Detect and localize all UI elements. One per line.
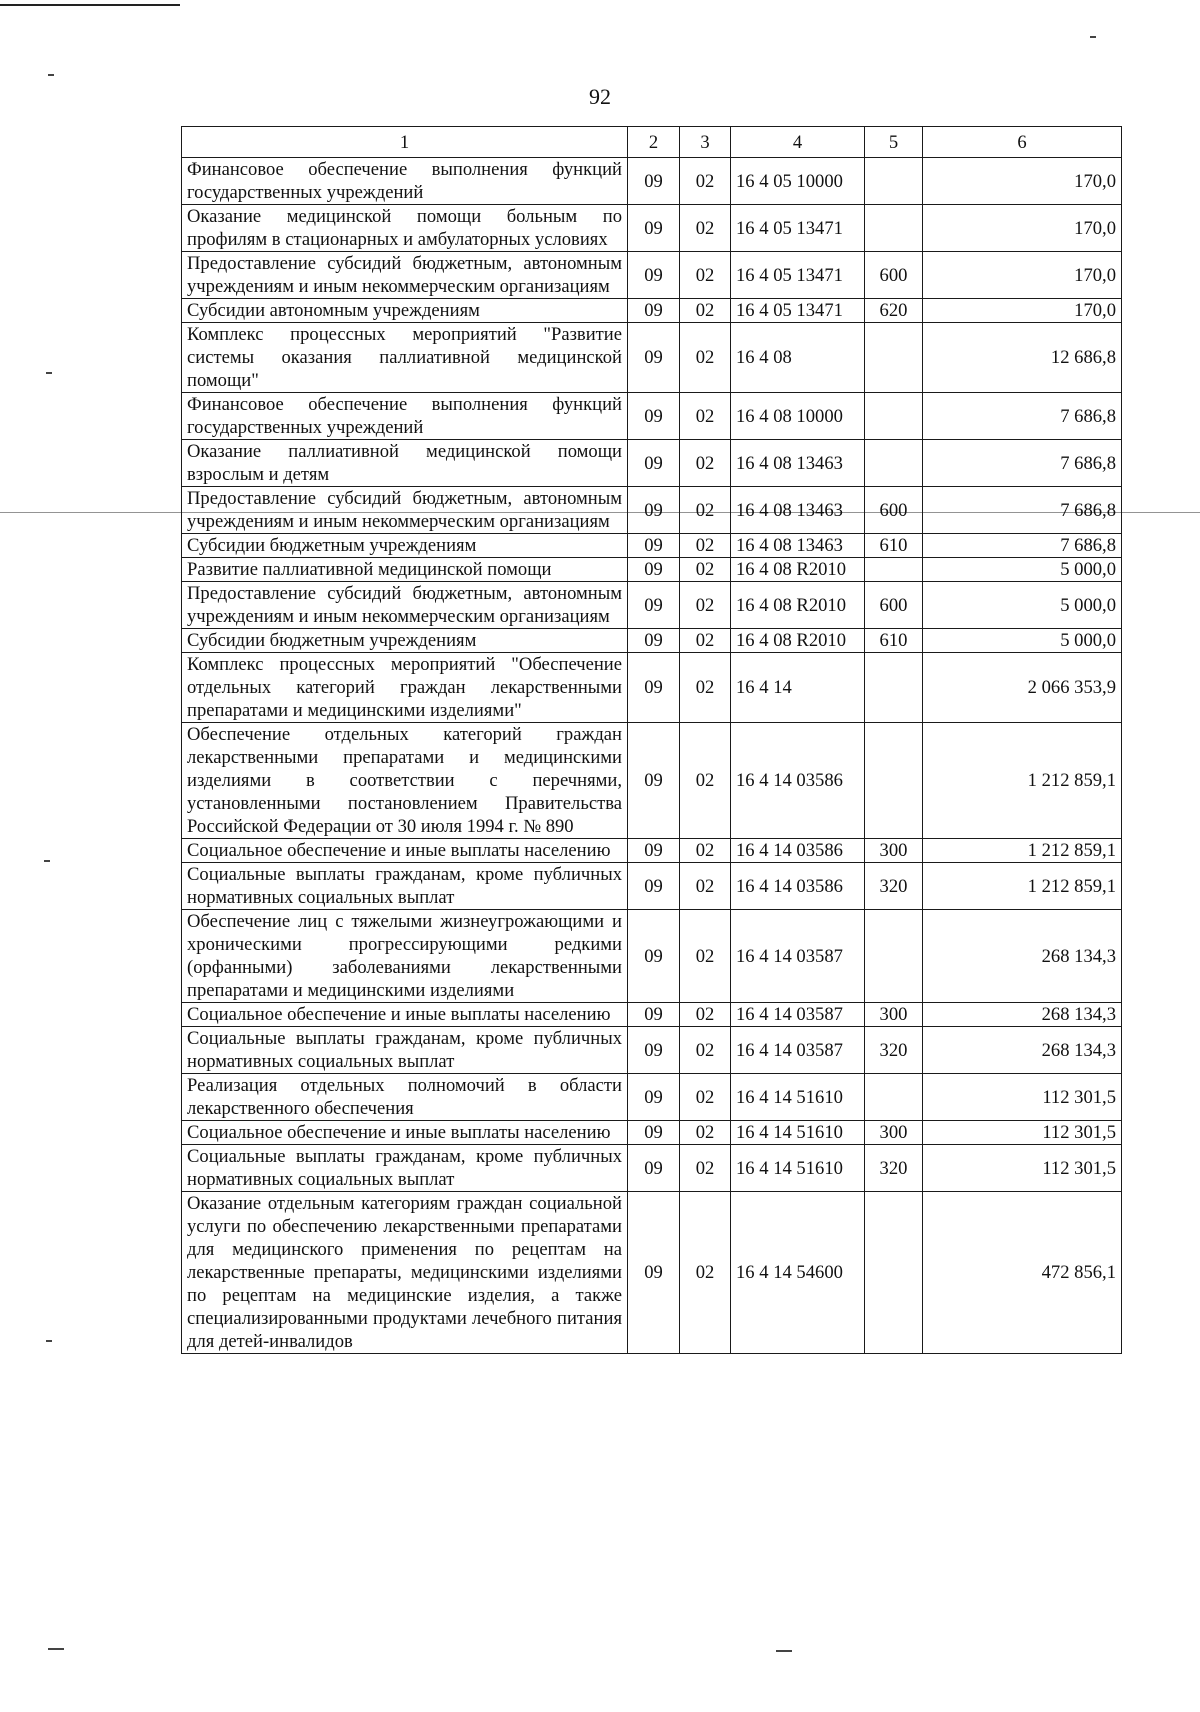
row-target-code-cell: 16 4 05 10000 <box>731 158 865 205</box>
row-expense-type-cell: 600 <box>865 582 923 629</box>
row-expense-type-cell <box>865 393 923 440</box>
row-amount-cell: 7 686,8 <box>923 440 1122 487</box>
row-expense-type-cell: 600 <box>865 487 923 534</box>
row-subsection-cell: 02 <box>680 534 731 558</box>
row-amount-cell: 5 000,0 <box>923 629 1122 653</box>
row-target-code-cell: 16 4 08 13463 <box>731 440 865 487</box>
row-subsection-cell: 02 <box>680 1145 731 1192</box>
row-expense-type-cell: 620 <box>865 299 923 323</box>
row-amount-cell: 5 000,0 <box>923 558 1122 582</box>
row-amount-cell: 472 856,1 <box>923 1192 1122 1354</box>
row-section-cell: 09 <box>628 1192 680 1354</box>
row-target-code-cell: 16 4 08 <box>731 323 865 393</box>
row-section-cell: 09 <box>628 323 680 393</box>
row-subsection-cell: 02 <box>680 558 731 582</box>
table-row <box>182 487 1122 534</box>
row-subsection-cell: 02 <box>680 487 731 534</box>
row-subsection-cell: 02 <box>680 582 731 629</box>
header-col-5: 5 <box>865 127 923 158</box>
row-name-cell: Субсидии бюджетным учреждениям <box>182 629 628 653</box>
table-row <box>182 1145 1122 1192</box>
row-subsection-cell: 02 <box>680 1003 731 1027</box>
row-amount-cell: 7 686,8 <box>923 534 1122 558</box>
row-target-code-cell: 16 4 08 10000 <box>731 393 865 440</box>
row-expense-type-cell: 320 <box>865 1145 923 1192</box>
row-expense-type-cell <box>865 1192 923 1354</box>
row-name-cell: Социальные выплаты гражданам, кроме публичных нормативных социальных выплат <box>182 1145 628 1192</box>
table-row <box>182 1074 1122 1121</box>
row-name-cell: Финансовое обеспечение выполнения функций государственных учреждений <box>182 158 628 205</box>
row-section-cell: 09 <box>628 558 680 582</box>
table-row <box>182 910 1122 1003</box>
row-target-code-cell: 16 4 14 03587 <box>731 910 865 1003</box>
row-name-cell: Социальные выплаты гражданам, кроме публичных нормативных социальных выплат <box>182 863 628 910</box>
row-section-cell: 09 <box>628 910 680 1003</box>
row-section-cell: 09 <box>628 158 680 205</box>
header-col-6: 6 <box>923 127 1122 158</box>
row-expense-type-cell: 320 <box>865 1027 923 1074</box>
table-row <box>182 629 1122 653</box>
row-expense-type-cell <box>865 158 923 205</box>
scan-speck <box>1090 36 1096 38</box>
row-section-cell: 09 <box>628 723 680 839</box>
row-target-code-cell: 16 4 14 03586 <box>731 723 865 839</box>
row-target-code-cell: 16 4 08 13463 <box>731 487 865 534</box>
row-expense-type-cell <box>865 558 923 582</box>
row-subsection-cell: 02 <box>680 653 731 723</box>
row-section-cell: 09 <box>628 582 680 629</box>
table-row <box>182 440 1122 487</box>
row-target-code-cell: 16 4 14 51610 <box>731 1145 865 1192</box>
row-name-cell: Субсидии автономным учреждениям <box>182 299 628 323</box>
header-col-1: 1 <box>182 127 628 158</box>
row-amount-cell: 7 686,8 <box>923 487 1122 534</box>
header-col-3: 3 <box>680 127 731 158</box>
page-number: 92 <box>589 84 611 109</box>
row-section-cell: 09 <box>628 205 680 252</box>
scan-speck <box>48 1648 64 1650</box>
row-amount-cell: 268 134,3 <box>923 1003 1122 1027</box>
row-section-cell: 09 <box>628 440 680 487</box>
row-subsection-cell: 02 <box>680 1121 731 1145</box>
table-row <box>182 582 1122 629</box>
row-expense-type-cell <box>865 323 923 393</box>
table-row <box>182 1003 1122 1027</box>
row-name-cell: Обеспечение лиц с тяжелыми жизнеугрожающими и хроническими прогрессирующими редкими (орфанными) заболеваниями лекарственными препаратами и медицинскими изделиями <box>182 910 628 1003</box>
row-section-cell: 09 <box>628 653 680 723</box>
table-row <box>182 534 1122 558</box>
row-amount-cell: 170,0 <box>923 205 1122 252</box>
row-section-cell: 09 <box>628 1027 680 1074</box>
row-subsection-cell: 02 <box>680 1074 731 1121</box>
row-target-code-cell: 16 4 05 13471 <box>731 252 865 299</box>
table-header-row <box>182 127 1122 158</box>
table-row <box>182 393 1122 440</box>
table-row <box>182 653 1122 723</box>
row-name-cell: Комплекс процессных мероприятий "Развитие системы оказания паллиативной медицинской помощи" <box>182 323 628 393</box>
row-name-cell: Социальное обеспечение и иные выплаты населению <box>182 839 628 863</box>
row-expense-type-cell: 600 <box>865 252 923 299</box>
row-target-code-cell: 16 4 08 R2010 <box>731 558 865 582</box>
row-name-cell: Предоставление субсидий бюджетным, автономным учреждениям и иным некоммерческим организациям <box>182 252 628 299</box>
row-amount-cell: 1 212 859,1 <box>923 839 1122 863</box>
table-row <box>182 1192 1122 1354</box>
row-section-cell: 09 <box>628 1074 680 1121</box>
scan-speck <box>46 372 52 374</box>
row-name-cell: Комплекс процессных мероприятий "Обеспечение отдельных категорий граждан лекарственными препаратами и медицинскими изделиями" <box>182 653 628 723</box>
row-amount-cell: 1 212 859,1 <box>923 723 1122 839</box>
row-name-cell: Социальные выплаты гражданам, кроме публичных нормативных социальных выплат <box>182 1027 628 1074</box>
row-name-cell: Оказание отдельным категориям граждан социальной услуги по обеспечению лекарственными препаратами для медицинского применения по рецептам на лекарственные препараты, медицинскими изделиями по рецептам на медицинские изделия, а также специализированными продуктами лечебного питания для детей-инвалидов <box>182 1192 628 1354</box>
row-subsection-cell: 02 <box>680 323 731 393</box>
row-target-code-cell: 16 4 14 51610 <box>731 1121 865 1145</box>
row-amount-cell: 1 212 859,1 <box>923 863 1122 910</box>
scan-artifact-line <box>0 4 180 6</box>
row-section-cell: 09 <box>628 1003 680 1027</box>
row-section-cell: 09 <box>628 1145 680 1192</box>
budget-table <box>181 126 1122 1354</box>
row-name-cell: Социальное обеспечение и иные выплаты населению <box>182 1121 628 1145</box>
row-subsection-cell: 02 <box>680 910 731 1003</box>
row-target-code-cell: 16 4 14 03586 <box>731 839 865 863</box>
row-amount-cell: 5 000,0 <box>923 582 1122 629</box>
scan-speck <box>776 1650 792 1652</box>
row-target-code-cell: 16 4 05 13471 <box>731 299 865 323</box>
table-row <box>182 323 1122 393</box>
row-name-cell: Обеспечение отдельных категорий граждан лекарственными препаратами и медицинскими изделиями в соответствии с перечнями, установленными постановлением Правительства Российской Федерации от 30 июля 1994 г. № 890 <box>182 723 628 839</box>
row-amount-cell: 170,0 <box>923 158 1122 205</box>
table-row <box>182 158 1122 205</box>
row-name-cell: Предоставление субсидий бюджетным, автономным учреждениям и иным некоммерческим организациям <box>182 582 628 629</box>
row-expense-type-cell: 300 <box>865 1121 923 1145</box>
scan-speck <box>48 74 54 76</box>
row-subsection-cell: 02 <box>680 839 731 863</box>
row-amount-cell: 112 301,5 <box>923 1145 1122 1192</box>
row-section-cell: 09 <box>628 534 680 558</box>
row-expense-type-cell <box>865 653 923 723</box>
header-col-4: 4 <box>731 127 865 158</box>
row-name-cell: Субсидии бюджетным учреждениям <box>182 534 628 558</box>
row-target-code-cell: 16 4 14 <box>731 653 865 723</box>
row-expense-type-cell <box>865 723 923 839</box>
row-subsection-cell: 02 <box>680 863 731 910</box>
row-section-cell: 09 <box>628 252 680 299</box>
row-section-cell: 09 <box>628 299 680 323</box>
row-name-cell: Социальное обеспечение и иные выплаты населению <box>182 1003 628 1027</box>
table-row <box>182 252 1122 299</box>
row-amount-cell: 170,0 <box>923 252 1122 299</box>
row-section-cell: 09 <box>628 839 680 863</box>
row-amount-cell: 7 686,8 <box>923 393 1122 440</box>
table-row <box>182 839 1122 863</box>
row-amount-cell: 268 134,3 <box>923 1027 1122 1074</box>
table-row <box>182 558 1122 582</box>
row-amount-cell: 2 066 353,9 <box>923 653 1122 723</box>
row-name-cell: Оказание медицинской помощи больным по профилям в стационарных и амбулаторных условиях <box>182 205 628 252</box>
row-expense-type-cell: 320 <box>865 863 923 910</box>
row-target-code-cell: 16 4 08 R2010 <box>731 629 865 653</box>
scan-speck <box>44 860 50 862</box>
row-expense-type-cell: 300 <box>865 839 923 863</box>
row-subsection-cell: 02 <box>680 1027 731 1074</box>
row-target-code-cell: 16 4 14 03587 <box>731 1027 865 1074</box>
row-section-cell: 09 <box>628 629 680 653</box>
row-expense-type-cell: 610 <box>865 534 923 558</box>
row-name-cell: Развитие паллиативной медицинской помощи <box>182 558 628 582</box>
table-body <box>182 158 1122 1354</box>
row-subsection-cell: 02 <box>680 299 731 323</box>
table-row <box>182 863 1122 910</box>
row-amount-cell: 112 301,5 <box>923 1074 1122 1121</box>
table-row <box>182 1027 1122 1074</box>
row-section-cell: 09 <box>628 393 680 440</box>
row-subsection-cell: 02 <box>680 393 731 440</box>
row-target-code-cell: 16 4 08 13463 <box>731 534 865 558</box>
row-subsection-cell: 02 <box>680 629 731 653</box>
table-row <box>182 723 1122 839</box>
row-subsection-cell: 02 <box>680 252 731 299</box>
row-subsection-cell: 02 <box>680 205 731 252</box>
row-expense-type-cell <box>865 440 923 487</box>
row-target-code-cell: 16 4 14 51610 <box>731 1074 865 1121</box>
scan-speck <box>46 1340 52 1342</box>
row-target-code-cell: 16 4 14 03586 <box>731 863 865 910</box>
header-col-2: 2 <box>628 127 680 158</box>
row-subsection-cell: 02 <box>680 1192 731 1354</box>
row-amount-cell: 268 134,3 <box>923 910 1122 1003</box>
row-expense-type-cell <box>865 1074 923 1121</box>
row-expense-type-cell <box>865 205 923 252</box>
row-name-cell: Реализация отдельных полномочий в области лекарственного обеспечения <box>182 1074 628 1121</box>
row-section-cell: 09 <box>628 487 680 534</box>
row-expense-type-cell: 610 <box>865 629 923 653</box>
row-target-code-cell: 16 4 14 03587 <box>731 1003 865 1027</box>
row-name-cell: Финансовое обеспечение выполнения функций государственных учреждений <box>182 393 628 440</box>
row-target-code-cell: 16 4 05 13471 <box>731 205 865 252</box>
row-amount-cell: 12 686,8 <box>923 323 1122 393</box>
row-amount-cell: 170,0 <box>923 299 1122 323</box>
row-amount-cell: 112 301,5 <box>923 1121 1122 1145</box>
row-section-cell: 09 <box>628 1121 680 1145</box>
row-name-cell: Предоставление субсидий бюджетным, автономным учреждениям и иным некоммерческим организациям <box>182 487 628 534</box>
row-expense-type-cell <box>865 910 923 1003</box>
table-row <box>182 205 1122 252</box>
row-subsection-cell: 02 <box>680 158 731 205</box>
row-target-code-cell: 16 4 08 R2010 <box>731 582 865 629</box>
row-target-code-cell: 16 4 14 54600 <box>731 1192 865 1354</box>
row-section-cell: 09 <box>628 863 680 910</box>
table-row <box>182 299 1122 323</box>
row-subsection-cell: 02 <box>680 440 731 487</box>
row-expense-type-cell: 300 <box>865 1003 923 1027</box>
table-row <box>182 1121 1122 1145</box>
row-subsection-cell: 02 <box>680 723 731 839</box>
row-name-cell: Оказание паллиативной медицинской помощи взрослым и детям <box>182 440 628 487</box>
